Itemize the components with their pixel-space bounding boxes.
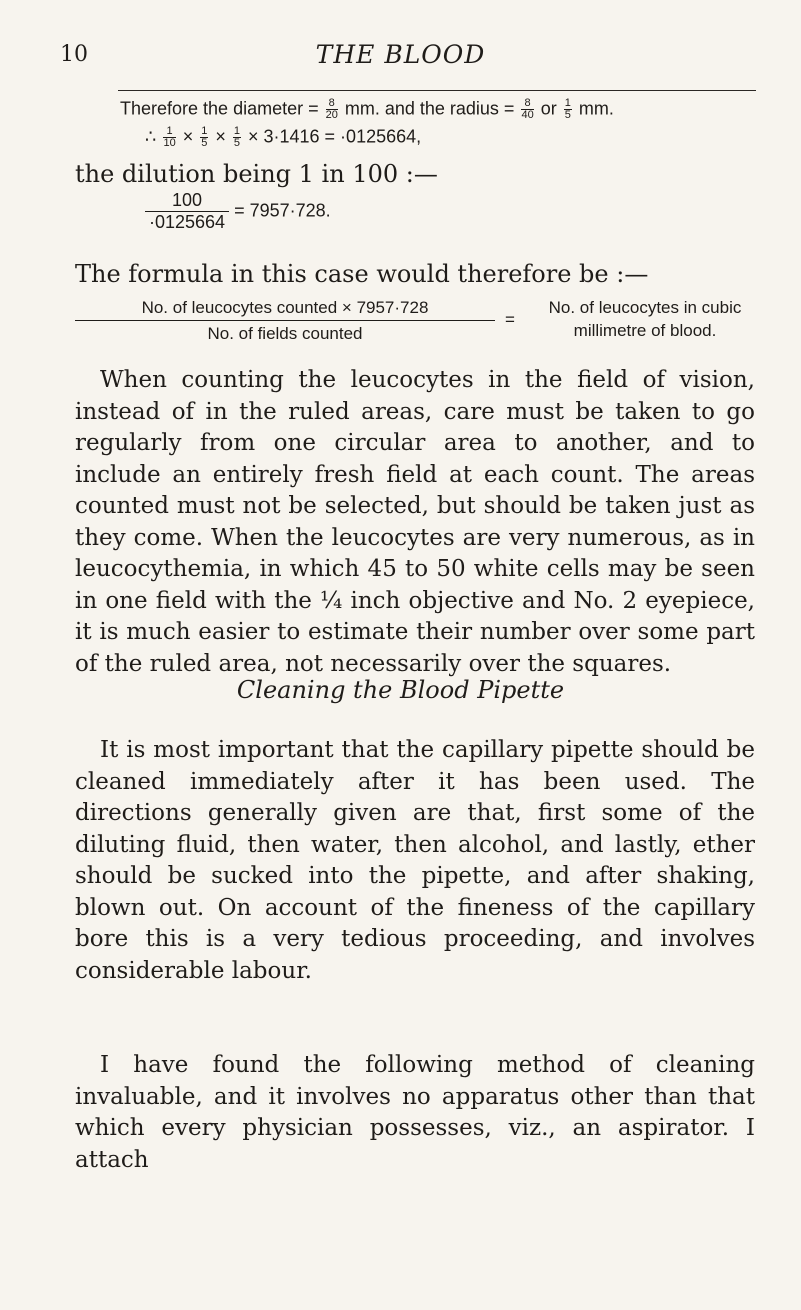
fraction [200,126,208,149]
therefore-symbol: ∴ [145,126,162,147]
fraction [521,98,533,121]
fraction-numerator: 1 [564,97,571,109]
page-number: 10 [60,42,88,67]
paragraph-counting: When counting the leucocytes in the field of vision, instead of in the ruled areas, care must be taken to go regularly from one circular area to another, and to include an entirely fresh field at each count. The areas counted must not be selected, but should be taken just as they come. When the leucocytes are very numerous, as in leucocythemia, in which 45 to 50 white cells may be seen in one field with the ¼ inch objective and No. 2 eyepiece, it is much easier to estimate their number over some part of the ruled area, not necessarily over the squares. [75,367,755,677]
formula-intro: The formula in this case would therefore be :— [75,260,649,288]
fraction-numerator: 100 [145,190,229,212]
text-segment: mm. [573,98,614,119]
diameter-radius-line [120,98,614,121]
formula-result [530,298,760,344]
header-rule [118,90,756,91]
fraction [564,98,572,121]
paragraph-cleaning: It is most important that the capillary pipette should be cleaned immediately after it has been used. The directions generally given are that, first some of the diluting fluid, then water, then alcohol, and lastly, ether should be sucked into the pipette, and after shaking, blown out. On account of the fineness of the capillary bore this is a very tedious proceeding, and involves considerable labour. [75,737,755,984]
fraction-denominator: ·0125664 [149,212,226,232]
fraction-numerator: 8 [521,98,533,110]
fraction [233,126,241,149]
fraction-denominator: 10 [163,137,176,149]
fraction-result: = 7957·728. [229,200,331,221]
fraction [145,190,229,233]
formula-result-line-2: millimetre of blood. [573,321,717,340]
fraction-denominator: 20 [325,109,338,121]
running-head [0,40,801,70]
text-segment: Therefore the diameter = [120,98,324,119]
fraction [163,126,175,149]
fraction-denominator: 40 [521,109,534,121]
formula-result-line-1: No. of leucocytes in cubic [548,298,742,317]
fraction-denominator: 5 [233,137,240,149]
text-segment: mm. and the radius = [339,98,520,119]
dilution-fraction [145,190,331,233]
text-segment: × [210,126,231,147]
fraction [326,98,338,121]
volume-calculation-line [145,126,421,149]
equals-sign: = [505,310,515,329]
dilution-line: the dilution being 1 in 100 :— [75,160,438,188]
fraction-numerator: 8 [326,98,338,110]
formula-numerator: No. of leucocytes counted × 7957·728 [75,298,495,321]
text-segment: or [535,98,562,119]
text-segment: × 3·1416 = ·0125664, [242,126,422,147]
fraction-numerator: 1 [233,125,240,137]
paragraph-method: I have found the following method of cleaning invaluable, and it involves no apparatus other than that which every physician possesses, viz., an aspirator. I attach [75,1052,755,1173]
formula-denominator: No. of fields counted [207,324,363,343]
formula-fraction [75,298,495,344]
fraction-denominator: 5 [564,109,571,121]
section-heading: Cleaning the Blood Pipette [236,676,565,704]
fraction-numerator: 1 [201,125,208,137]
text-segment: × [177,126,199,147]
fraction-denominator: 5 [201,137,208,149]
running-title: THE BLOOD [315,40,486,69]
fraction-numerator: 1 [163,126,175,138]
